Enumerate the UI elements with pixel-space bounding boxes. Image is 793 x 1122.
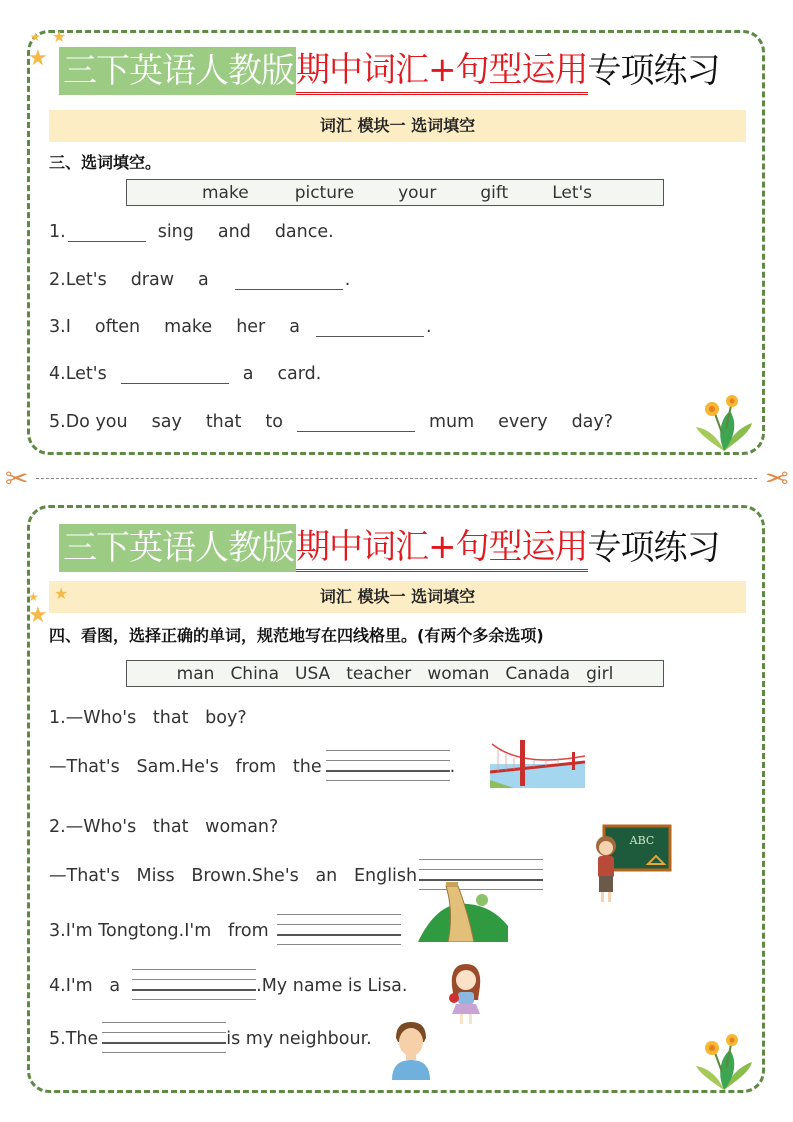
word: dance. (274, 222, 334, 242)
word-bank-item: girl (586, 663, 614, 684)
word: mum (428, 412, 475, 432)
word-bank-item: China (230, 663, 279, 684)
flower-icon (694, 393, 754, 453)
exercise-item-4 (49, 364, 345, 384)
word: . (426, 317, 432, 337)
word: her (236, 317, 266, 337)
word-bank-item: your (398, 182, 437, 203)
word: to (265, 412, 283, 432)
title-black-part: 专项练习 (587, 51, 720, 91)
cut-line (36, 478, 757, 479)
word-bank-item: picture (294, 182, 355, 203)
worksheet-card-2 (27, 505, 765, 1093)
word: sing (157, 222, 194, 242)
word: card. (277, 364, 322, 384)
word-bank-item: teacher (346, 663, 412, 684)
item-number: 2.Let's (49, 270, 107, 290)
four-line-grid[interactable] (277, 914, 401, 948)
title-green-part: 三下英语人教版 (59, 524, 296, 572)
word-bank-item: Canada (505, 663, 571, 684)
four-line-grid[interactable] (132, 969, 256, 1003)
exercise-question-1: 1.—Who's that boy? (49, 708, 247, 728)
golden-gate-bridge-picture (490, 736, 585, 788)
scissors-icon: ✂ (5, 462, 29, 495)
module-band: 词汇 模块一 选词填空 (49, 110, 746, 142)
word-bank-item: Let's (552, 182, 593, 203)
exercise-question-2: 2.—Who's that woman? (49, 817, 279, 837)
answer-blank[interactable] (297, 413, 415, 432)
scissors-icon: ✂ (764, 462, 788, 495)
title-red-part: 期中词汇+句型运用 (296, 48, 588, 95)
module-band: 词汇 模块一 选词填空 (49, 581, 746, 613)
star-icon: ★ (28, 603, 48, 628)
answer-blank[interactable] (235, 271, 343, 290)
exercise-answer-3 (49, 914, 401, 948)
man-picture (390, 1020, 432, 1080)
blackboard-text: ABC (629, 834, 655, 847)
worksheet-title (59, 524, 720, 572)
word-bank-item: make (202, 182, 249, 203)
worksheet-card-1 (27, 30, 765, 455)
word: draw (130, 270, 175, 290)
worksheet-title (59, 47, 720, 95)
sentence-text: —That's Miss Brown.She's an English (49, 866, 418, 886)
star-icon: ★ (28, 590, 39, 604)
word: and (217, 222, 251, 242)
word: a (289, 317, 300, 337)
word: day? (571, 412, 614, 432)
title-green-part: 三下英语人教版 (59, 47, 296, 95)
sentence-text: . (449, 757, 456, 777)
word-bank (126, 179, 664, 206)
word-bank-item: woman (427, 663, 490, 684)
exercise-item-5 (49, 412, 637, 432)
exercise-item-3 (49, 317, 432, 337)
sentence-text: —That's Sam.He's from the (49, 757, 322, 777)
word: often (94, 317, 141, 337)
word: every (498, 412, 548, 432)
word-bank (126, 660, 664, 687)
teacher-blackboard-picture (590, 824, 672, 906)
exercise-item-1 (49, 222, 358, 242)
great-wall-picture (418, 882, 508, 942)
star-icon: ★ (52, 27, 67, 46)
girl-picture (446, 960, 486, 1030)
item-number: 3.I (49, 317, 71, 337)
sentence-text: is my neighbour. (226, 1029, 372, 1049)
question-heading: 三、选词填空。 (49, 153, 162, 172)
word-bank-item: man (176, 663, 215, 684)
sentence-text: 3.I'm Tongtong.I'm from (49, 921, 269, 941)
question-heading: 四、看图，选择正确的单词，规范地写在四线格里。(有两个多余选项) (49, 626, 544, 645)
flower-icon (694, 1032, 754, 1092)
word: a (198, 270, 209, 290)
title-black-part: 专项练习 (587, 528, 720, 568)
exercise-answer-1 (49, 750, 455, 784)
star-icon: ★ (54, 584, 69, 603)
sentence-text: 5.The (49, 1029, 99, 1049)
item-number: 5.Do you (49, 412, 128, 432)
exercise-item-2 (49, 270, 350, 290)
word: make (164, 317, 213, 337)
word: that (205, 412, 242, 432)
answer-blank[interactable] (121, 365, 229, 384)
star-icon: ★ (30, 30, 41, 44)
answer-blank[interactable] (316, 318, 424, 337)
item-number: 1. (49, 222, 66, 242)
title-red-part: 期中词汇+句型运用 (296, 525, 588, 572)
sentence-text: 4.I'm a (49, 976, 121, 996)
answer-blank[interactable] (68, 223, 146, 242)
four-line-grid[interactable] (102, 1022, 226, 1056)
star-icon: ★ (28, 46, 48, 71)
exercise-answer-5 (49, 1022, 372, 1056)
sentence-text: .My name is Lisa. (256, 976, 408, 996)
word-bank-item: gift (480, 182, 509, 203)
word-bank-item: USA (295, 663, 331, 684)
item-number: 4.Let's (49, 364, 107, 384)
four-line-grid[interactable] (326, 750, 450, 784)
word: say (151, 412, 182, 432)
word: . (344, 270, 351, 290)
exercise-answer-4 (49, 969, 407, 1003)
word: a (242, 364, 254, 384)
